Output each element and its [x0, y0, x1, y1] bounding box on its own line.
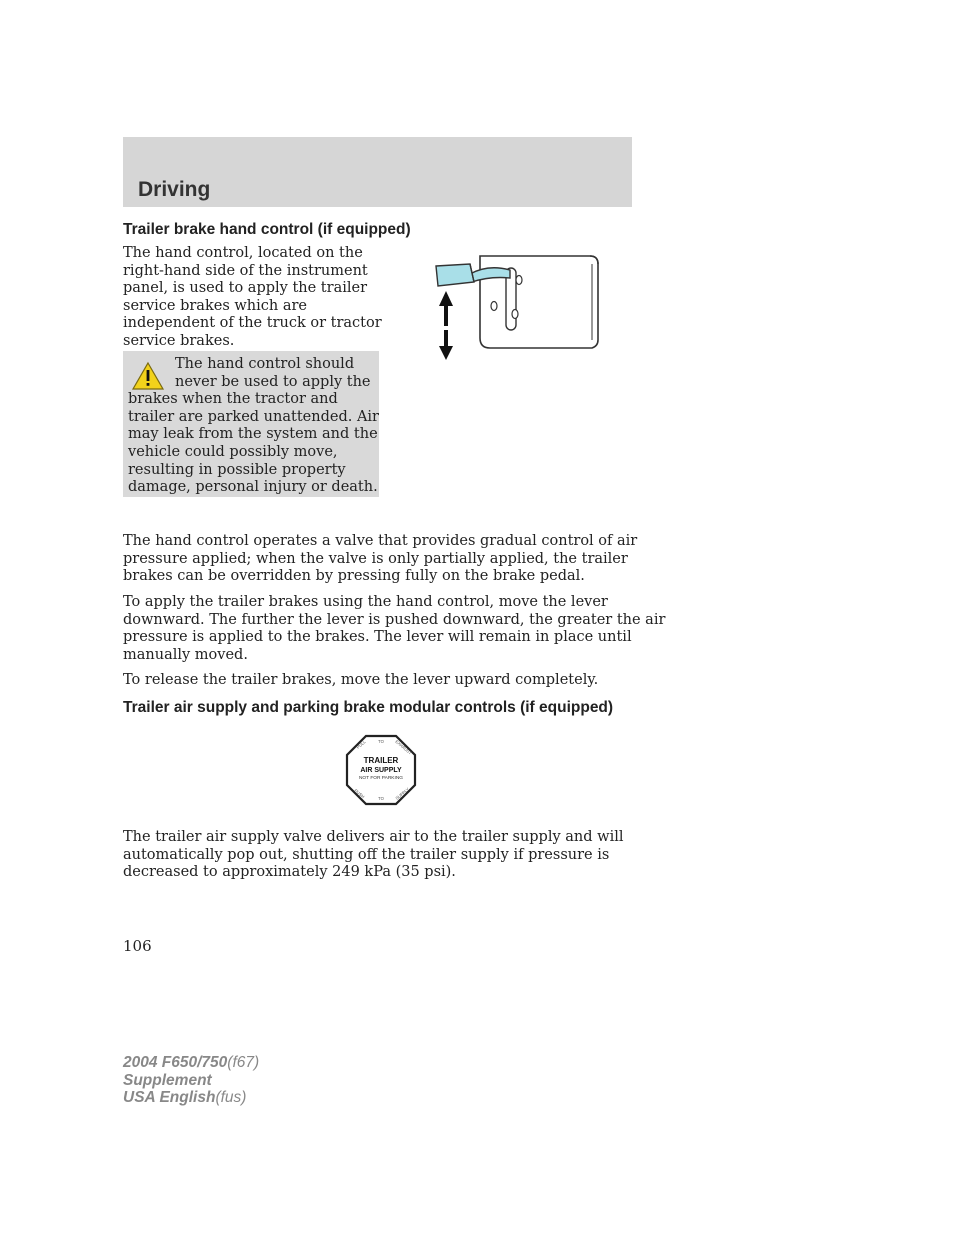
knob-label-bottom-center: TO [378, 796, 384, 801]
hand-control-lever-illustration [430, 250, 606, 365]
warning-line: brakes when the tractor and [128, 391, 338, 408]
knob-label-trailer: TRAILER [363, 756, 399, 765]
para-line: pressure is applied to the brakes. The lever will remain in place until [123, 629, 632, 646]
warning-text [123, 356, 379, 497]
hand-control-para-2 [123, 594, 665, 664]
warning-line: trailer are parked unattended. Air [128, 408, 379, 425]
intro-line: The hand control, located on the [123, 245, 363, 261]
knob-label-top-left: PULL [355, 739, 367, 750]
para-line: pressure applied; when the valve is only partially applied, the trailer [123, 550, 628, 567]
intro-line: independent of the truck or tractor [123, 315, 382, 332]
page-number: 106 [123, 937, 152, 955]
knob-label-bottom-right: SUPPLY [394, 786, 411, 801]
footer-language: USA English [123, 1089, 216, 1106]
air-supply-heading: Trailer air supply and parking brake modular controls (if equipped) [123, 699, 614, 716]
warning-line: never be used to apply the [175, 373, 371, 390]
knob-label-top-right: EXHAUST [394, 738, 413, 756]
knob-label-top-center: TO [378, 739, 384, 744]
warning-box [123, 351, 379, 497]
footer-line-1 [123, 1054, 259, 1072]
hand-control-intro [123, 245, 382, 351]
para-line: decreased to approximately 249 kPa (35 psi). [123, 864, 456, 881]
intro-line: service brakes which are [123, 297, 307, 314]
document-footer [123, 1054, 259, 1107]
knob-label-not-for-parking: NOT FOR PARKING [358, 776, 404, 781]
warning-line: damage, personal injury or death. [128, 479, 378, 496]
para-line: To apply the trailer brakes using the hand control, move the lever [123, 594, 608, 610]
footer-supplement: Supplement [123, 1071, 212, 1089]
warning-line: may leak from the system and the [128, 426, 378, 443]
warning-line: The hand control should [175, 356, 355, 372]
hand-control-heading: Trailer brake hand control (if equipped) [123, 221, 411, 238]
warning-line: resulting in possible property [128, 461, 346, 478]
para-line: downward. The further the lever is pushed downward, the greater the air [123, 611, 666, 628]
section-title: Driving [138, 178, 211, 201]
knob-label-bottom-left: PUSH [353, 787, 366, 800]
footer-model: 2004 F650/750 [123, 1054, 228, 1071]
footer-line-3 [123, 1089, 259, 1107]
trailer-air-supply-knob [345, 734, 417, 806]
para-line: automatically pop out, shutting off the trailer supply if pressure is [123, 846, 610, 863]
para-line: The hand control operates a valve that provides gradual control of air [123, 533, 638, 549]
hand-control-para-1 [123, 533, 637, 586]
warning-line: vehicle could possibly move, [128, 443, 338, 460]
hand-control-para-3: To release the trailer brakes, move the lever upward completely. [123, 672, 599, 688]
footer-line-2 [123, 1072, 259, 1090]
intro-line: service brakes. [123, 332, 235, 349]
intro-line: panel, is used to apply the trailer [123, 280, 368, 297]
footer-model-code: (f67) [227, 1054, 260, 1071]
footer-language-code: (fus) [215, 1089, 247, 1106]
intro-line: right-hand side of the instrument [123, 262, 368, 279]
knob-label-air-supply: AIR SUPPLY [360, 767, 402, 774]
air-supply-para [123, 829, 623, 882]
para-line: brakes can be overridden by pressing fully on the brake pedal. [123, 568, 585, 585]
para-line: manually moved. [123, 646, 248, 663]
para-line: The trailer air supply valve delivers air to the trailer supply and will [123, 829, 624, 845]
